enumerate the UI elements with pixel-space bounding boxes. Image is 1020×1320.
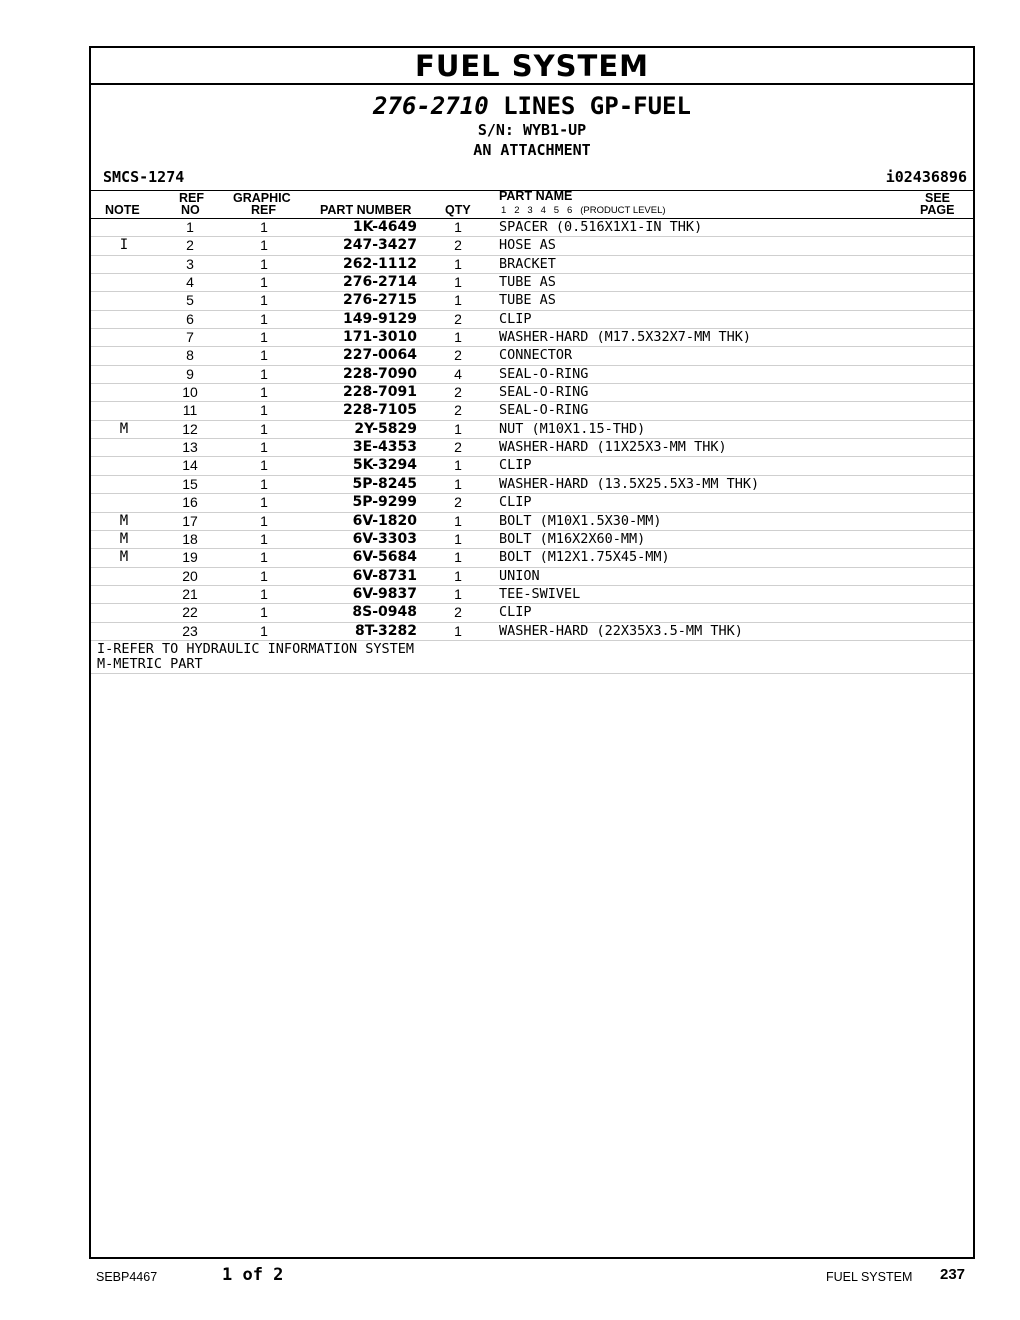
row-part-number: 5P-9299 bbox=[352, 494, 417, 511]
row-graphic-ref: 1 bbox=[260, 439, 268, 456]
row-part-number: 276-2714 bbox=[343, 274, 417, 291]
notes-block bbox=[91, 641, 973, 674]
smcs-row bbox=[91, 166, 973, 191]
row-part-number: 5P-8245 bbox=[352, 475, 417, 492]
row-part-number: 8T-3282 bbox=[354, 622, 417, 639]
row-ref-no: 19 bbox=[182, 549, 198, 566]
row-graphic-ref: 1 bbox=[260, 329, 268, 346]
row-part-number: 228-7105 bbox=[343, 402, 417, 419]
row-qty: 1 bbox=[454, 585, 462, 602]
row-part-name: TEE-SWIVEL bbox=[499, 585, 581, 602]
row-graphic-ref: 1 bbox=[260, 237, 268, 254]
header-see-1: SEE bbox=[925, 191, 951, 205]
row-graphic-ref: 1 bbox=[260, 310, 268, 327]
row-part-name: WASHER-HARD (M17.5X32X7-MM THK) bbox=[499, 329, 751, 346]
row-ref-no: 12 bbox=[182, 420, 198, 437]
row-ref-no: 1 bbox=[186, 219, 194, 235]
row-ref-no: 10 bbox=[182, 384, 198, 401]
row-graphic-ref: 1 bbox=[260, 530, 268, 547]
row-part-number: 6V-9837 bbox=[352, 585, 417, 602]
row-ref-no: 20 bbox=[182, 567, 198, 584]
row-ref-no: 2 bbox=[186, 237, 194, 254]
row-part-number: 149-9129 bbox=[343, 310, 417, 327]
row-part-name: CONNECTOR bbox=[499, 347, 573, 364]
row-part-name: SEAL-O-RING bbox=[499, 365, 589, 382]
header-graphic-1: GRAPHIC bbox=[233, 191, 291, 205]
row-ref-no: 9 bbox=[186, 365, 194, 382]
row-graphic-ref: 1 bbox=[260, 585, 268, 602]
row-ref-no: 14 bbox=[182, 457, 198, 474]
row-part-number: 1K-4649 bbox=[352, 219, 417, 235]
row-part-name: BOLT (M10X1.5X30-MM) bbox=[499, 512, 662, 529]
table-row bbox=[91, 439, 973, 457]
row-part-number: 6V-1820 bbox=[352, 512, 417, 529]
row-graphic-ref: 1 bbox=[260, 219, 268, 235]
table-row bbox=[91, 421, 973, 439]
row-qty: 2 bbox=[454, 237, 462, 254]
header-product-levels: 1 2 3 4 5 6 (PRODUCT LEVEL) bbox=[501, 205, 666, 216]
row-qty: 2 bbox=[454, 402, 462, 419]
row-ref-no: 8 bbox=[186, 347, 194, 364]
note-hydraulic: I-REFER TO HYDRAULIC INFORMATION SYSTEM bbox=[97, 640, 414, 657]
footer-doc-number: SEBP4467 bbox=[96, 1270, 158, 1284]
row-part-number: 227-0064 bbox=[343, 347, 417, 364]
table-row bbox=[91, 384, 973, 402]
row-qty: 4 bbox=[454, 365, 462, 382]
row-graphic-ref: 1 bbox=[260, 347, 268, 364]
row-qty: 1 bbox=[454, 329, 462, 346]
row-graphic-ref: 1 bbox=[260, 549, 268, 566]
row-graphic-ref: 1 bbox=[260, 567, 268, 584]
row-part-name: WASHER-HARD (11X25X3-MM THK) bbox=[499, 439, 727, 456]
table-row bbox=[91, 549, 973, 567]
row-qty: 1 bbox=[454, 274, 462, 291]
row-part-name: BOLT (M12X1.75X45-MM) bbox=[499, 549, 670, 566]
table-row bbox=[91, 219, 973, 237]
row-part-name: CLIP bbox=[499, 457, 532, 474]
row-part-name: BOLT (M16X2X60-MM) bbox=[499, 530, 646, 547]
row-graphic-ref: 1 bbox=[260, 255, 268, 272]
table-row bbox=[91, 311, 973, 329]
row-part-name: SPACER (0.516X1X1-IN THK) bbox=[499, 219, 703, 235]
row-qty: 1 bbox=[454, 475, 462, 492]
table-row bbox=[91, 366, 973, 384]
row-part-number: 171-3010 bbox=[343, 329, 417, 346]
row-part-name: CLIP bbox=[499, 310, 532, 327]
group-title bbox=[91, 92, 973, 120]
header-ref-2: NO bbox=[181, 203, 200, 217]
row-graphic-ref: 1 bbox=[260, 292, 268, 309]
header-ref-1: REF bbox=[179, 191, 204, 205]
row-qty: 2 bbox=[454, 347, 462, 364]
row-part-number: 6V-5684 bbox=[352, 549, 417, 566]
row-ref-no: 11 bbox=[182, 402, 198, 419]
row-graphic-ref: 1 bbox=[260, 402, 268, 419]
row-ref-no: 3 bbox=[186, 255, 194, 272]
row-qty: 1 bbox=[454, 219, 462, 235]
table-row bbox=[91, 604, 973, 622]
table-row bbox=[91, 494, 973, 512]
row-part-name: WASHER-HARD (13.5X25.5X3-MM THK) bbox=[499, 475, 760, 492]
row-graphic-ref: 1 bbox=[260, 384, 268, 401]
row-qty: 1 bbox=[454, 292, 462, 309]
header-see-2: PAGE bbox=[920, 203, 955, 217]
table-row bbox=[91, 531, 973, 549]
table-row bbox=[91, 513, 973, 531]
row-note: M bbox=[119, 549, 129, 566]
row-qty: 2 bbox=[454, 384, 462, 401]
table-row bbox=[91, 586, 973, 604]
row-part-name: UNION bbox=[499, 567, 540, 584]
row-graphic-ref: 1 bbox=[260, 512, 268, 529]
row-graphic-ref: 1 bbox=[260, 274, 268, 291]
footer-section: FUEL SYSTEM bbox=[826, 1270, 913, 1284]
row-part-number: 262-1112 bbox=[343, 255, 417, 272]
row-part-name: TUBE AS bbox=[499, 274, 556, 291]
row-part-number: 5K-3294 bbox=[352, 457, 417, 474]
row-part-number: 276-2715 bbox=[343, 292, 417, 309]
row-ref-no: 18 bbox=[182, 530, 198, 547]
row-qty: 2 bbox=[454, 494, 462, 511]
row-qty: 1 bbox=[454, 512, 462, 529]
table-row bbox=[91, 329, 973, 347]
row-graphic-ref: 1 bbox=[260, 604, 268, 621]
table-row bbox=[91, 274, 973, 292]
row-note: M bbox=[119, 512, 129, 529]
row-note: M bbox=[119, 420, 129, 437]
serial-number: S/N: WYB1-UP bbox=[477, 121, 587, 139]
footer-page-number: 237 bbox=[940, 1266, 966, 1283]
row-part-number: 6V-3303 bbox=[352, 530, 417, 547]
page-footer bbox=[0, 1265, 1020, 1289]
footer-page-of: 1 of 2 bbox=[222, 1265, 284, 1285]
document-ident: i02436896 bbox=[885, 168, 967, 186]
group-name: LINES GP-FUEL bbox=[503, 92, 691, 120]
row-ref-no: 23 bbox=[182, 622, 198, 639]
group-part-number: 276-2710 bbox=[373, 92, 489, 120]
row-part-name: TUBE AS bbox=[499, 292, 556, 309]
row-part-name: SEAL-O-RING bbox=[499, 384, 589, 401]
table-row bbox=[91, 256, 973, 274]
row-ref-no: 17 bbox=[182, 512, 198, 529]
row-part-name: CLIP bbox=[499, 494, 532, 511]
row-graphic-ref: 1 bbox=[260, 365, 268, 382]
row-graphic-ref: 1 bbox=[260, 420, 268, 437]
table-row bbox=[91, 237, 973, 255]
row-part-name: BRACKET bbox=[499, 255, 556, 272]
row-part-number: 228-7090 bbox=[343, 365, 417, 382]
header-note: NOTE bbox=[105, 203, 140, 217]
table-row bbox=[91, 402, 973, 420]
row-graphic-ref: 1 bbox=[260, 494, 268, 511]
row-note: M bbox=[119, 530, 129, 547]
table-row bbox=[91, 568, 973, 586]
header-part-name: PART NAME bbox=[499, 189, 573, 203]
row-graphic-ref: 1 bbox=[260, 622, 268, 639]
row-part-name: HOSE AS bbox=[499, 237, 556, 254]
row-part-number: 3E-4353 bbox=[352, 439, 417, 456]
smcs-code: SMCS-1274 bbox=[103, 168, 185, 186]
table-row bbox=[91, 347, 973, 365]
row-part-number: 2Y-5829 bbox=[354, 420, 417, 437]
header-part-number: PART NUMBER bbox=[320, 203, 412, 217]
header-qty: QTY bbox=[445, 203, 471, 217]
row-ref-no: 4 bbox=[186, 274, 194, 291]
table-row bbox=[91, 292, 973, 310]
row-qty: 1 bbox=[454, 567, 462, 584]
row-qty: 2 bbox=[454, 310, 462, 327]
row-ref-no: 7 bbox=[186, 329, 194, 346]
table-header bbox=[91, 191, 973, 219]
row-part-number: 8S-0948 bbox=[352, 604, 417, 621]
row-qty: 1 bbox=[454, 255, 462, 272]
attachment-label: AN ATTACHMENT bbox=[473, 141, 591, 159]
row-part-number: 228-7091 bbox=[343, 384, 417, 401]
row-part-name: SEAL-O-RING bbox=[499, 402, 589, 419]
page-frame bbox=[89, 46, 975, 1259]
row-part-name: NUT (M10X1.15-THD) bbox=[499, 420, 646, 437]
row-part-number: 247-3427 bbox=[343, 237, 417, 254]
row-qty: 1 bbox=[454, 420, 462, 437]
row-ref-no: 22 bbox=[182, 604, 198, 621]
row-graphic-ref: 1 bbox=[260, 457, 268, 474]
row-part-name: WASHER-HARD (22X35X3.5-MM THK) bbox=[499, 622, 743, 639]
table-row bbox=[91, 476, 973, 494]
row-ref-no: 13 bbox=[182, 439, 198, 456]
table-row bbox=[91, 457, 973, 475]
row-ref-no: 21 bbox=[182, 585, 198, 602]
row-qty: 2 bbox=[454, 439, 462, 456]
row-qty: 1 bbox=[454, 457, 462, 474]
row-qty: 1 bbox=[454, 622, 462, 639]
row-ref-no: 15 bbox=[182, 475, 198, 492]
row-ref-no: 16 bbox=[182, 494, 198, 511]
section-title: FUEL SYSTEM bbox=[91, 48, 973, 85]
row-qty: 1 bbox=[454, 549, 462, 566]
row-part-name: CLIP bbox=[499, 604, 532, 621]
row-part-number: 6V-8731 bbox=[352, 567, 417, 584]
header-graphic-2: REF bbox=[251, 203, 276, 217]
table-row bbox=[91, 623, 973, 641]
row-qty: 1 bbox=[454, 530, 462, 547]
row-ref-no: 5 bbox=[186, 292, 194, 309]
parts-table-body bbox=[91, 219, 973, 641]
row-qty: 2 bbox=[454, 604, 462, 621]
row-note: I bbox=[119, 237, 129, 254]
row-graphic-ref: 1 bbox=[260, 475, 268, 492]
row-ref-no: 6 bbox=[186, 310, 194, 327]
note-metric: M-METRIC PART bbox=[97, 655, 203, 672]
